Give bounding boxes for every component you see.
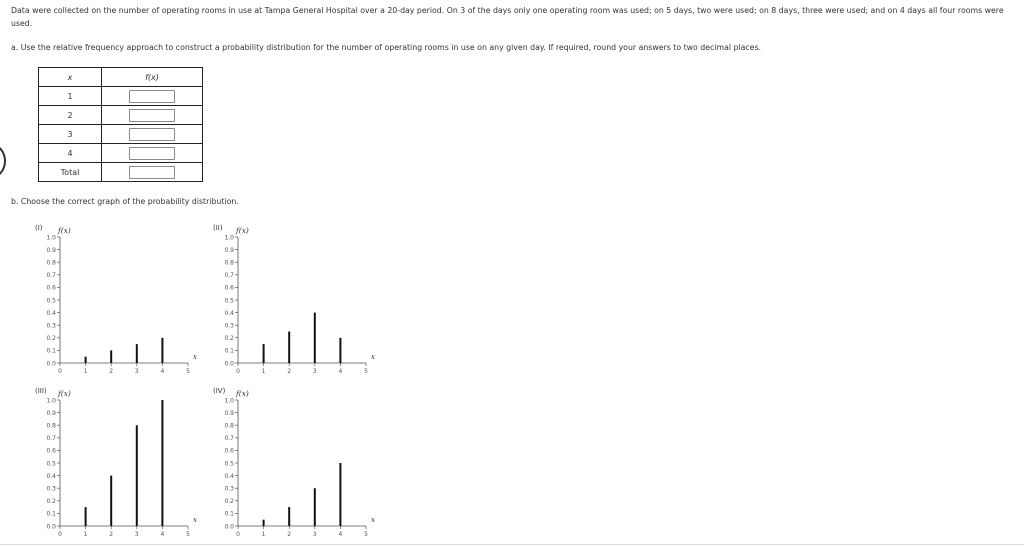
problem-statement: Data were collected on the number of operating rooms in use at Tampa General Hospital over a 20-day period. On 3 of the days only one operating room was used; on 5 days, two were used; on 8 days, three were used; and on 4 days all four rooms were used. <box>11 6 1004 28</box>
y-tick-label: 0.3 <box>224 322 234 330</box>
x-tick-label: 1 <box>83 368 88 375</box>
table-total-row <box>39 163 203 182</box>
x-axis-label: x <box>371 516 375 524</box>
y-tick-label: 0.2 <box>46 335 56 343</box>
graph-option-label: (I) <box>35 224 43 232</box>
y-tick-label: 0.6 <box>224 284 234 292</box>
y-tick-label: 0.7 <box>224 435 234 443</box>
fx-input-2[interactable] <box>129 109 175 122</box>
y-tick-label: 0.0 <box>224 523 234 531</box>
table-row <box>39 144 203 163</box>
x-tick-label: 2 <box>287 531 292 538</box>
row-x-value: 4 <box>39 144 102 163</box>
y-tick-label: 0.8 <box>46 259 56 267</box>
x-tick-label: 4 <box>160 531 165 538</box>
graph-plot <box>35 224 220 379</box>
fx-input-3[interactable] <box>129 128 175 141</box>
y-tick-label: 1.0 <box>224 234 234 242</box>
total-label: Total <box>39 163 102 182</box>
y-tick-label: 0.5 <box>224 460 234 468</box>
probability-distribution-table <box>38 67 203 182</box>
y-axis-label: f(x) <box>58 226 71 235</box>
y-tick-label: 0.3 <box>46 485 56 493</box>
y-tick-label: 0.9 <box>224 246 234 254</box>
graph-option-1[interactable] <box>35 224 220 379</box>
x-tick-label: 2 <box>109 368 114 375</box>
x-tick-label: 3 <box>134 531 139 538</box>
x-tick-label: 3 <box>312 531 317 538</box>
x-tick-label: 1 <box>261 531 266 538</box>
row-x-value: 3 <box>39 125 102 144</box>
x-tick-label: 0 <box>236 368 240 375</box>
y-tick-label: 0.9 <box>46 246 56 254</box>
table-row <box>39 125 203 144</box>
y-tick-label: 1.0 <box>46 397 56 405</box>
x-tick-label: 5 <box>186 531 190 538</box>
graph-option-label: (III) <box>35 387 47 395</box>
y-tick-label: 0.8 <box>224 259 234 267</box>
row-x-value: 1 <box>39 87 102 106</box>
x-axis-label: x <box>193 353 197 361</box>
part-a-instructions: a. Use the relative frequency approach to construct a probability distribution for the number of operating rooms in use on any given day. If required, round your answers to two decimal places. <box>11 43 762 52</box>
header-fx: f(x) <box>102 68 203 87</box>
x-tick-label: 1 <box>261 368 266 375</box>
x-tick-label: 1 <box>83 531 88 538</box>
side-circle-marker <box>0 144 6 178</box>
x-tick-label: 0 <box>58 531 62 538</box>
header-x: x <box>39 68 102 87</box>
graph-option-4[interactable] <box>213 387 398 542</box>
y-tick-label: 0.8 <box>46 422 56 430</box>
y-tick-label: 0.0 <box>224 360 234 368</box>
x-tick-label: 0 <box>236 531 240 538</box>
x-tick-label: 4 <box>338 531 343 538</box>
graph-option-label: (II) <box>213 224 223 232</box>
graph-plot <box>35 387 220 542</box>
y-tick-label: 0.7 <box>224 272 234 280</box>
y-tick-label: 0.1 <box>46 510 56 518</box>
x-tick-label: 5 <box>364 368 368 375</box>
y-tick-label: 1.0 <box>46 234 56 242</box>
row-x-value: 2 <box>39 106 102 125</box>
y-tick-label: 0.9 <box>46 409 56 417</box>
x-axis-label: x <box>193 516 197 524</box>
table-header-row <box>39 68 203 87</box>
y-axis-label: f(x) <box>236 389 249 398</box>
y-tick-label: 0.2 <box>224 335 234 343</box>
fx-input-4[interactable] <box>129 147 175 160</box>
y-tick-label: 0.8 <box>224 422 234 430</box>
x-tick-label: 2 <box>109 531 114 538</box>
y-tick-label: 0.7 <box>46 272 56 280</box>
x-tick-label: 3 <box>312 368 317 375</box>
y-tick-label: 0.0 <box>46 523 56 531</box>
y-tick-label: 0.7 <box>46 435 56 443</box>
y-tick-label: 0.0 <box>46 360 56 368</box>
footer-divider <box>0 544 1024 545</box>
y-tick-label: 0.3 <box>224 485 234 493</box>
fx-input-1[interactable] <box>129 90 175 103</box>
x-tick-label: 3 <box>134 368 139 375</box>
y-tick-label: 0.6 <box>46 284 56 292</box>
y-tick-label: 0.6 <box>46 447 56 455</box>
x-tick-label: 5 <box>364 531 368 538</box>
y-tick-label: 0.6 <box>224 447 234 455</box>
table-row <box>39 106 203 125</box>
y-tick-label: 1.0 <box>224 397 234 405</box>
graph-plot <box>213 224 398 379</box>
y-axis-label: f(x) <box>236 226 249 235</box>
x-tick-label: 4 <box>338 368 343 375</box>
graph-plot <box>213 387 398 542</box>
y-tick-label: 0.1 <box>46 347 56 355</box>
y-tick-label: 0.4 <box>46 472 56 480</box>
y-tick-label: 0.2 <box>46 498 56 506</box>
y-tick-label: 0.5 <box>46 460 56 468</box>
x-tick-label: 4 <box>160 368 165 375</box>
graph-option-3[interactable] <box>35 387 220 542</box>
fx-input-total[interactable] <box>129 166 175 179</box>
graph-option-2[interactable] <box>213 224 398 379</box>
x-tick-label: 2 <box>287 368 292 375</box>
y-tick-label: 0.1 <box>224 347 234 355</box>
y-axis-label: f(x) <box>58 389 71 398</box>
x-tick-label: 0 <box>58 368 62 375</box>
y-tick-label: 0.4 <box>224 309 234 317</box>
y-tick-label: 0.1 <box>224 510 234 518</box>
x-tick-label: 5 <box>186 368 190 375</box>
x-axis-label: x <box>371 353 375 361</box>
y-tick-label: 0.4 <box>46 309 56 317</box>
graph-option-label: (IV) <box>213 387 226 395</box>
table-row <box>39 87 203 106</box>
y-tick-label: 0.5 <box>46 297 56 305</box>
y-tick-label: 0.2 <box>224 498 234 506</box>
part-b-instructions: b. Choose the correct graph of the probability distribution. <box>11 197 239 206</box>
y-tick-label: 0.9 <box>224 409 234 417</box>
y-tick-label: 0.5 <box>224 297 234 305</box>
y-tick-label: 0.3 <box>46 322 56 330</box>
y-tick-label: 0.4 <box>224 472 234 480</box>
